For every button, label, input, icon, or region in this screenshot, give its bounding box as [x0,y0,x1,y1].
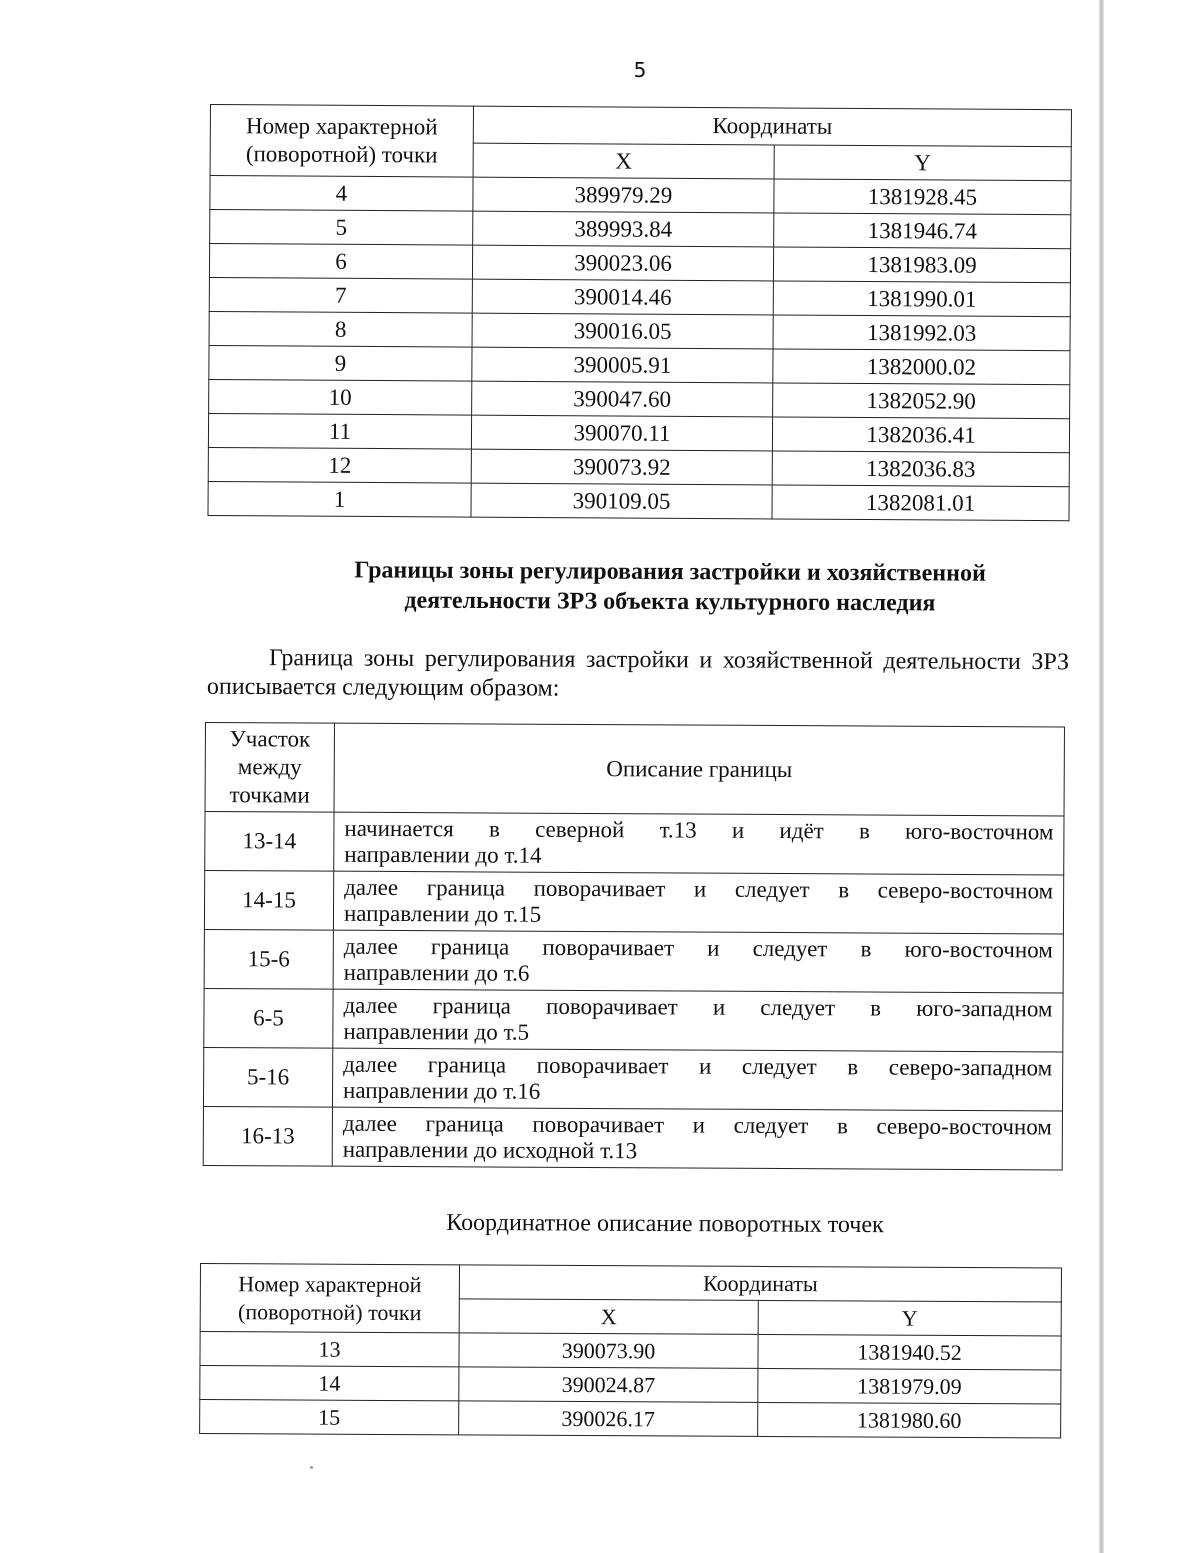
cell-segment: 14-15 [204,871,333,931]
header-coordinates: Координаты [473,106,1071,147]
table-row [200,1332,1061,1371]
page-number: 5 [633,58,647,82]
coordinates-table-2 [199,1263,1062,1439]
cell-y: 1382036.41 [772,417,1069,453]
cell-segment: 13-14 [205,812,334,872]
table-row [209,311,1070,350]
header-description: Описание границы [334,723,1064,816]
description-line-2: направлении до исходной т.13 [342,1136,638,1164]
cell-description [334,812,1064,875]
table-row [204,988,1063,1051]
header-y: Y [758,1300,1061,1336]
cell-point: 15 [200,1400,459,1435]
cell-segment: 5-16 [203,1047,332,1107]
cell-x: 390014.46 [472,279,773,315]
cell-point: 11 [208,413,471,449]
description-paragraph [207,644,1069,707]
cell-description [332,1048,1062,1111]
table-row [210,176,1071,215]
cell-y: 1382036.83 [772,451,1069,487]
description-line-1: начинается в северной т.13 и идёт в юго-восточном [344,815,1054,845]
cell-x: 390023.06 [472,245,773,281]
description-line-2: направлении до т.16 [343,1077,541,1104]
description-line-1: далее граница поворачивает и следует в северо-восточном [342,1110,1052,1140]
cell-x: 390047.60 [472,381,773,417]
description-line-1: далее граница поворачивает и следует в юго-западном [343,992,1053,1022]
cell-y: 1381946.74 [774,213,1071,249]
description-line-2: направлении до т.5 [343,1018,530,1045]
table-row [203,1106,1062,1169]
description-line-2: направлении до т.6 [343,959,530,986]
cell-x: 390005.91 [472,347,773,383]
description-line-2: направлении до т.15 [343,900,542,927]
paragraph-text: Граница зоны регулирования застройки и хозяйственной деятельности ЗРЗ описывается следующим образом: [206,645,1070,702]
cell-point: 7 [209,277,472,313]
cell-x: 389979.29 [473,177,774,213]
table-row [200,1400,1061,1439]
cell-segment: 15-6 [204,929,333,989]
heading-line-2: деятельности ЗРЗ объекта культурного наследия [404,587,936,617]
cell-y: 1382052.90 [773,383,1070,419]
table-row [209,345,1070,384]
table-row [204,871,1063,934]
header-point-number: Номер характерной (поворотной) точки [200,1264,459,1333]
cell-point: 6 [209,244,472,280]
cell-segment: 6-5 [204,988,333,1048]
cell-point: 13 [200,1332,459,1367]
description-line-1: далее граница поворачивает и следует в северо-западном [343,1051,1053,1081]
table-row [204,929,1063,992]
cell-point: 12 [208,447,471,483]
table-row [210,210,1071,249]
header-point-number: Номер характерной (поворотной) точки [210,105,473,178]
cell-description [332,1107,1062,1170]
cell-point: 4 [210,176,473,212]
cell-y: 1381979.09 [758,1368,1061,1404]
cell-y: 1382081.01 [772,485,1069,521]
cell-point: 10 [209,379,472,415]
table-row [208,447,1069,486]
cell-x: 390016.05 [472,313,773,349]
cell-y: 1381980.60 [758,1402,1061,1438]
boundary-description-table [203,722,1065,1170]
cell-point: 5 [210,210,473,246]
table-row [200,1366,1061,1405]
cell-x: 390073.90 [459,1333,758,1369]
cell-y: 1381983.09 [773,247,1070,283]
header-y: Y [774,145,1071,181]
scan-page-edge [1099,0,1104,1553]
cell-x: 390070.11 [471,415,772,451]
table-caption: Координатное описание поворотных точек [446,1209,884,1239]
table-row [208,481,1069,520]
description-line-1: далее граница поворачивает и следует в юго-восточном [343,933,1053,963]
cell-x: 390026.17 [459,1401,758,1437]
cell-segment: 16-13 [203,1106,332,1166]
scan-speck [310,1466,313,1469]
description-line-2: направлении до т.14 [344,841,542,868]
cell-description [333,989,1063,1052]
cell-x: 390024.87 [459,1367,758,1403]
cell-point: 8 [209,311,472,347]
table-row [209,277,1070,316]
coordinates-table-1 [207,104,1072,521]
cell-point: 14 [200,1366,459,1401]
cell-y: 1381928.45 [774,179,1071,215]
table-row [208,413,1069,452]
header-x: X [473,143,774,179]
cell-point: 1 [208,481,471,517]
cell-y: 1381992.03 [773,315,1070,351]
heading-line-1: Границы зоны регулирования застройки и хозяйственной [354,557,986,587]
table-row [205,812,1064,875]
cell-x: 390073.92 [471,449,772,485]
cell-description [333,930,1063,993]
cell-description [333,871,1063,934]
section-heading [205,555,1135,620]
table-row [203,1047,1062,1110]
cell-x: 390109.05 [471,483,772,519]
table-row [209,379,1070,418]
cell-point: 9 [209,345,472,381]
cell-y: 1381940.52 [758,1334,1061,1370]
table-row [209,244,1070,283]
cell-x: 389993.84 [473,211,774,247]
cell-y: 1381990.01 [773,281,1070,317]
description-line-1: далее граница поворачивает и следует в северо-восточном [344,874,1054,904]
header-x: X [459,1299,758,1335]
cell-y: 1382000.02 [773,349,1070,385]
header-coordinates: Координаты [459,1265,1061,1302]
header-segment: Участок между точками [205,723,334,813]
